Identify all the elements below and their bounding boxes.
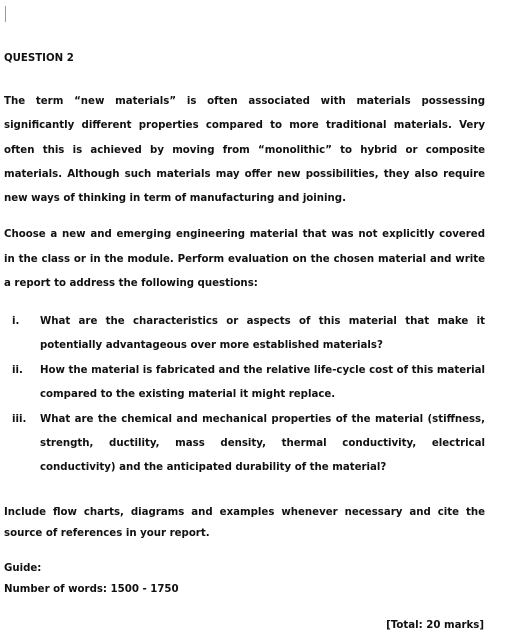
- question-list: [4, 310, 485, 481]
- question-item: [4, 408, 485, 481]
- intro-paragraph: The term “new materials” is often associated with materials possessing significantly different properties compared to more traditional materials. Very often this is achieved by moving from “monolithic” to hybrid or composite materials. Although such materials may offer new possibilities, they also require new ways of thinking in term of manufacturing and joining.: [4, 96, 485, 205]
- include-paragraph: Include flow charts, diagrams and examples whenever necessary and cite the source of references in your report.: [4, 507, 485, 539]
- question-item: [4, 359, 485, 408]
- question-number: ii.: [12, 364, 23, 376]
- question-heading: QUESTION 2: [4, 53, 74, 64]
- guide-section: [4, 559, 485, 600]
- question-number: i.: [12, 316, 20, 327]
- word-count: Number of words: 1500 - 1750: [4, 583, 179, 595]
- total-marks: [Total: 20 marks]: [386, 620, 484, 631]
- question-text: How the material is fabricated and the relative life-cycle cost of this material compared to the existing material it might replace.: [40, 364, 485, 401]
- question-number: iii.: [12, 413, 27, 425]
- text-cursor-mark: [5, 6, 6, 22]
- question-text: What are the chemical and mechanical properties of the material (stiffness, strength, ductility, mass density, thermal conductivity, electrical conductivity) and the anticipated durability of the material?: [40, 413, 485, 474]
- question-text: What are the characteristics or aspects of this material that make it potentially advantageous over more established materials?: [40, 316, 485, 352]
- task-paragraph: Choose a new and emerging engineering material that was not explicitly covered in the class or in the module. Perform evaluation on the chosen material and write a report to address the following questions:: [4, 229, 485, 289]
- guide-label: Guide:: [4, 563, 42, 574]
- question-item: [4, 310, 485, 359]
